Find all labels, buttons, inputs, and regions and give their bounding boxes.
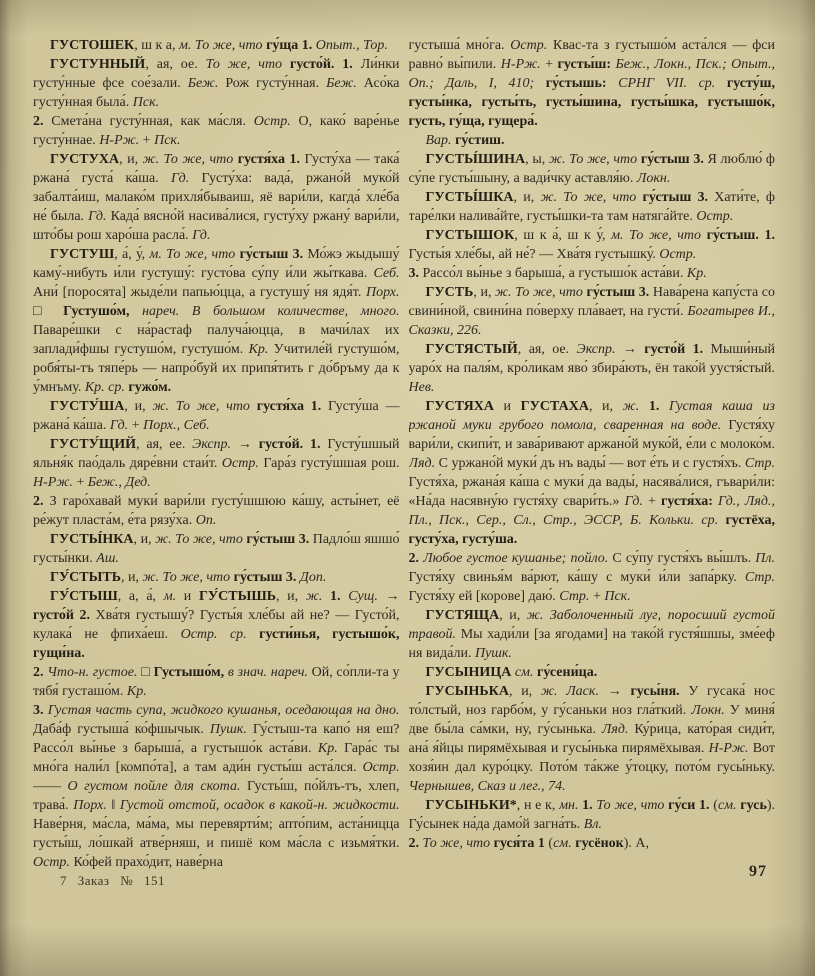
italic-text: Экспр. bbox=[576, 342, 616, 357]
italic-text: Ляд. bbox=[601, 722, 635, 737]
italic-text: Гд. bbox=[109, 418, 129, 433]
plain-text: □ bbox=[33, 304, 64, 319]
plain-text: Гу́стыш-та капо́ ня еш? Рассо́л вы́нье з барыша́, а густышо́к аста́ви. bbox=[33, 722, 400, 756]
plain-text: Гара́з густу́шшая рош. bbox=[263, 456, 400, 471]
italic-text: м. То же, что bbox=[179, 38, 267, 53]
plain-text: О, како́ варе́нье густу́ннае. bbox=[33, 114, 400, 148]
plain-text: , и, bbox=[133, 532, 156, 547]
plain-text: + bbox=[540, 57, 558, 72]
plain-text: Ку́рица, като́рая сиди́т, ана́ я́йцы пирямёхывая и гусы́нька пирямёхывая. bbox=[408, 722, 775, 756]
bold-text: гу́стыш 3. bbox=[246, 532, 313, 547]
bold-text: ГУСТЫШОК bbox=[425, 228, 515, 243]
italic-text: Остр. bbox=[221, 456, 264, 471]
italic-text: Кр. bbox=[126, 684, 147, 699]
entry-густунный bbox=[33, 55, 400, 112]
plain-text: , н е к, bbox=[516, 798, 560, 813]
bold-text: 2. bbox=[408, 551, 424, 566]
bold-text: 3. bbox=[33, 703, 48, 718]
italic-text: Ляд. bbox=[408, 456, 439, 471]
entry-густяха bbox=[409, 397, 776, 549]
plain-text: ( bbox=[548, 836, 554, 851]
sense-3-густыш bbox=[33, 701, 400, 872]
sense-2-гусыньки bbox=[409, 834, 776, 853]
italic-text: Густая каша из ржаной муки грубого помола, сваренная на воде. bbox=[408, 399, 775, 433]
plain-text: Ко́фей прахо́дит, наве́рна bbox=[73, 855, 223, 870]
plain-text: , и, bbox=[588, 399, 623, 414]
plain-text: Падло́ш яшшо́ густы́нки. bbox=[33, 532, 400, 566]
italic-text: Опыт., Тор. bbox=[315, 38, 388, 53]
plain-text: Густу́ха: вада́, ржано́й муко́й забалта́иш, малако́м прихля́бываиш, яё вари́ли, кагда́ хле́ба не́ была. bbox=[33, 171, 400, 224]
italic-text: Остр. ср. bbox=[180, 627, 260, 642]
italic-text: Пск. bbox=[154, 133, 181, 148]
sense-2-густущий bbox=[33, 492, 400, 530]
plain-text: , и, bbox=[508, 684, 541, 699]
entry-густуша bbox=[33, 397, 400, 435]
italic-text: м. То же, что bbox=[149, 247, 240, 262]
italic-text: Густой отстой, осадок в какой-н. жидкости. bbox=[119, 798, 400, 813]
bold-text: гу́стиш. bbox=[455, 133, 505, 148]
entry-густыть bbox=[33, 568, 400, 587]
sense-2-густунный bbox=[33, 112, 400, 150]
entry-густыш bbox=[33, 587, 400, 663]
text-block bbox=[33, 36, 775, 878]
italic-text: Гд. bbox=[192, 228, 211, 243]
italic-text: Остр. bbox=[696, 209, 734, 224]
plain-text: , а́, у́, bbox=[114, 247, 150, 262]
italic-text: То же, что bbox=[596, 798, 669, 813]
italic-text: Гд. bbox=[170, 171, 202, 186]
italic-text: ж. То же, что bbox=[152, 399, 257, 414]
bold-text: густя́ха 1. bbox=[256, 399, 329, 414]
bold-text: 2. bbox=[33, 494, 50, 509]
italic-text: Пск. bbox=[132, 95, 160, 110]
variant-note-густиш bbox=[409, 131, 776, 150]
entry-густышок bbox=[409, 226, 776, 264]
italic-text: Гд. bbox=[88, 209, 111, 224]
italic-text: см. bbox=[717, 798, 741, 813]
italic-text: Экспр. bbox=[192, 437, 232, 452]
plain-text: Густу́шшый яльня́к пао́даль дяре́вни стаи́т. bbox=[33, 437, 400, 471]
italic-text: Густая часть супа, жидкого кушанья, оседающая на дно. bbox=[47, 703, 400, 718]
italic-text: Стр. bbox=[744, 456, 775, 471]
entry-гусынька bbox=[409, 682, 776, 796]
bold-text: гусы́ня. bbox=[630, 684, 689, 699]
italic-text: Гд. bbox=[624, 494, 643, 509]
plain-text: + bbox=[589, 589, 605, 604]
plain-text: Нава́рена капу́ста со свини́ной, свини́на по́верху пла́вает, на густи́. bbox=[408, 285, 775, 319]
bold-text: 1. bbox=[582, 798, 597, 813]
italic-text: ж. bbox=[305, 589, 331, 604]
bold-text: густи́нья, густышо́к, гущи́на. bbox=[33, 627, 400, 661]
entry-густяща bbox=[409, 606, 776, 663]
bold-text: гу́стыш 3. bbox=[640, 152, 708, 167]
plain-text: Мо́жэ жыдышу́ каму́-нибуть и́ли густушу́: густо́ва су́пу и́ли жы́ткава. bbox=[33, 247, 400, 281]
bold-text: ГУСТЯЩА bbox=[425, 608, 500, 623]
bold-text: Густушо́м, bbox=[63, 304, 143, 319]
plain-text: Смета́на густу́нная, как ма́сля. bbox=[51, 114, 254, 129]
italic-text: Вл. bbox=[583, 817, 602, 832]
italic-text: ж. То же, что bbox=[495, 285, 587, 300]
italic-text: Вар. bbox=[425, 133, 456, 148]
plain-text: ). А, bbox=[623, 836, 649, 851]
entry-густышка bbox=[409, 188, 776, 226]
bold-text: 2. bbox=[33, 114, 52, 129]
bold-text: ГУСЫНЬКИ* bbox=[425, 798, 517, 813]
bold-text: гу́стыш 3. bbox=[239, 247, 308, 262]
bold-text: густу́ш, густы́нка, густы́ть, густы́шина, густы́шка, густышо́к, густь, гу́ща, гущера́. bbox=[408, 76, 775, 129]
bold-text: ГУСТЯСТЫЙ bbox=[425, 342, 518, 357]
plain-text: → bbox=[615, 342, 645, 357]
bold-text: ГУСТОШЕК bbox=[50, 38, 135, 53]
plain-text: Асо́ка густу́нная была́. bbox=[33, 76, 400, 110]
bold-text: гу́стышь: bbox=[545, 76, 619, 91]
entry-густошек bbox=[33, 36, 400, 55]
plain-text: Густы́ш, по́йлъ-тъ, хлеп, трава́. bbox=[33, 779, 400, 813]
bold-text: ГУ́СТЫТЬ bbox=[50, 570, 121, 585]
italic-text: Порх., Себ. bbox=[143, 418, 210, 433]
bold-text: ГУСТУННЫЙ bbox=[50, 57, 146, 72]
italic-text: Локн. bbox=[691, 703, 730, 718]
plain-text: Густя́ху вари́ли, скипи́т, и зава́ривают аржано́й муко́й, е́ли с молоко́м. bbox=[408, 418, 775, 452]
right-column bbox=[409, 36, 776, 878]
italic-text: ж. То же, что bbox=[540, 190, 643, 205]
italic-text: ж. Заболоченный луг, поросший густой травой. bbox=[408, 608, 775, 642]
entry-густынка bbox=[33, 530, 400, 568]
bold-text: гуся́та 1 bbox=[493, 836, 549, 851]
bold-text: густо́й 1. bbox=[644, 342, 711, 357]
bold-text: 1. bbox=[648, 399, 669, 414]
italic-text: Н-Рж. bbox=[500, 57, 541, 72]
bold-text: 3. bbox=[408, 266, 423, 281]
plain-text: Густя́ху ей [корове] даю́. bbox=[408, 589, 560, 604]
italic-text: см. bbox=[553, 836, 576, 851]
italic-text: ж. То же, что bbox=[155, 532, 247, 547]
italic-text: в знач. нареч. bbox=[227, 665, 312, 680]
italic-text: Остр. bbox=[362, 760, 400, 775]
plain-text: Густы́я хле́бы, ай не́? — Хва́тя густышку́. bbox=[408, 247, 660, 262]
plain-text: Хва́тя густышу́? Густы́я хле́бы ай не? — Густо́й, кулака́ не фпиха́еш. bbox=[33, 608, 400, 642]
entry-густуш bbox=[33, 245, 400, 397]
bold-text: густя́ха 1. bbox=[237, 152, 305, 167]
italic-text: Богатырев И., Сказки, 226. bbox=[408, 304, 775, 338]
bold-text: гужо́м. bbox=[128, 380, 172, 395]
italic-text: Себ. bbox=[373, 266, 400, 281]
plain-text: Густу́ха — така́ ржана́ густа́ ка́ша. bbox=[33, 152, 400, 186]
italic-text: Что-н. густое. bbox=[47, 665, 142, 680]
plain-text: Ани́ [поросята] жыде́ли папью́цца, а густушу́ ня ядя́т. bbox=[33, 285, 366, 300]
italic-text: Аш. bbox=[96, 551, 119, 566]
plain-text: , ш к а́, ш к у́, bbox=[514, 228, 612, 243]
entry-густышина bbox=[409, 150, 776, 188]
plain-text: С су́пу густя́хъ вы́шлъ. bbox=[612, 551, 756, 566]
plain-text: ‖ bbox=[111, 798, 120, 813]
italic-text: м. То же, что bbox=[611, 228, 707, 243]
plain-text: ). Гу́сынек на́да дамо́й загна́ть. bbox=[408, 798, 775, 832]
bold-text: ГУСТАХА bbox=[520, 399, 589, 414]
italic-text: То же, что bbox=[205, 57, 290, 72]
plain-text: → bbox=[377, 589, 400, 604]
plain-text: С уржано́й муки́ дъ нъ вады́ — вот е́ть и с густя́хъ. bbox=[438, 456, 745, 471]
italic-text: Локн. bbox=[636, 171, 671, 186]
bold-text: ГУСЫНИЦА bbox=[425, 665, 512, 680]
italic-text: Порх. bbox=[365, 285, 400, 300]
bold-text: гусёнок bbox=[575, 836, 624, 851]
plain-text: Мы хади́ли [за ягодами] на тако́й густя́шшы, зме́еф ня вида́ли. bbox=[408, 627, 775, 661]
plain-text: Даба́ф густыша́ ко́фшычык. bbox=[33, 722, 210, 737]
italic-text: Любое густое кушанье; пойло. bbox=[423, 551, 613, 566]
italic-text: см. bbox=[514, 665, 537, 680]
plain-text: У миня́ две бы́ла са́мки, ну, гу́сынька. bbox=[408, 703, 775, 737]
plain-text: , ая, ое. bbox=[145, 57, 206, 72]
plain-text: □ bbox=[141, 665, 154, 680]
entry-густь bbox=[409, 283, 776, 340]
bold-text: гу́ща 1. bbox=[266, 38, 316, 53]
italic-text: Беж. bbox=[187, 76, 226, 91]
plain-text: , и, bbox=[120, 570, 143, 585]
plain-text: , ая, ее. bbox=[136, 437, 193, 452]
bold-text: ГУСТЫ́ШКА bbox=[425, 190, 514, 205]
bold-text: ГУСТУ́ША bbox=[50, 399, 125, 414]
italic-text: ж. Ласк. bbox=[540, 684, 599, 699]
plain-text: → bbox=[231, 437, 259, 452]
italic-text: Н-Рж. bbox=[99, 133, 140, 148]
plain-text: Ли́нки густу́нные фсе сое́зали. bbox=[33, 57, 400, 91]
entry-гусыница bbox=[409, 663, 776, 682]
sense-3-густышок bbox=[409, 264, 776, 283]
italic-text: Порх. bbox=[73, 798, 112, 813]
italic-text: Доп. bbox=[299, 570, 327, 585]
plain-text: густыша́ мно́га. bbox=[408, 38, 511, 53]
bold-text: ГУСТУ́ЩИЙ bbox=[50, 437, 137, 452]
plain-text: → bbox=[598, 684, 631, 699]
italic-text: Стр. bbox=[559, 589, 590, 604]
plain-text: , ы, bbox=[525, 152, 549, 167]
italic-text: Остр. bbox=[659, 247, 697, 262]
bold-text: Густышо́м, bbox=[153, 665, 228, 680]
bold-text: ГУ́СТЫШ bbox=[50, 589, 118, 604]
plain-text: , и, bbox=[119, 152, 143, 167]
plain-text: Густя́ху свинья́м ва́рют, ка́шу с муки́ и́ли запа́рку. bbox=[408, 570, 745, 585]
italic-text: Гд., Ляд., Пл., Пск., Сер., Сл., Стр., ЭССР, Б. Кольки. ср. bbox=[408, 494, 775, 528]
plain-text: Вот хозя́ин дал куро́цку. Пото́м та́кже у́тоцку, пото́м гусы́ньку. bbox=[408, 741, 775, 775]
entry-густуха bbox=[33, 150, 400, 245]
plain-text: Хати́те, ф таре́лки налива́йте, густы́шки-та там натяга́йте. bbox=[408, 190, 775, 224]
italic-text: Беж., Дед. bbox=[87, 475, 151, 490]
bold-text: 2. bbox=[33, 665, 48, 680]
continuation-густыш bbox=[409, 36, 776, 131]
plain-text: , а, а́, bbox=[117, 589, 164, 604]
entry-густущий bbox=[33, 435, 400, 492]
bold-text: ГУСТУШ bbox=[50, 247, 115, 262]
plain-text: З гаро́хавай муки́ вари́ли густу́шшюю ка́шу, асты́нет, её ре́жут пласта́м, е́та рязу́ха. bbox=[33, 494, 400, 528]
plain-text: ( bbox=[713, 798, 718, 813]
italic-text: м. bbox=[163, 589, 177, 604]
plain-text: и bbox=[176, 589, 199, 604]
print-run-note: 7 Заказ № 151 bbox=[60, 873, 165, 888]
left-column bbox=[33, 36, 400, 878]
bold-text: гу́стыш 3. bbox=[233, 570, 300, 585]
italic-text: Н-Рж. bbox=[33, 475, 73, 490]
bold-text: ГУСТУХА bbox=[50, 152, 120, 167]
italic-text: Кр. ср. bbox=[84, 380, 129, 395]
plain-text: Квас-та з густышо́м аста́лся — фси равно́ вы́пили. bbox=[408, 38, 775, 72]
italic-text: нареч. В большом количестве, много. bbox=[142, 304, 400, 319]
bold-text: 2. bbox=[408, 836, 423, 851]
bold-text: густо́й. 1. bbox=[258, 437, 328, 452]
plain-text: + bbox=[128, 418, 144, 433]
italic-text: Остр. bbox=[33, 855, 74, 870]
plain-text: , ая, ое. bbox=[517, 342, 577, 357]
plain-text: Гара́с ты мно́га нали́л [компо́та], а там ади́н густы́ш аста́лся. bbox=[33, 741, 400, 775]
plain-text: Када́ вясно́й насива́лися, густу́ху ржану́ вари́ли, што́бы рош харо́ша расла́. bbox=[33, 209, 400, 243]
italic-text: Кр. bbox=[317, 741, 345, 756]
bold-text: ГУСЫНЬКА bbox=[425, 684, 509, 699]
sense-2-густяха bbox=[409, 549, 776, 606]
bold-text: ГУСТЫ́НКА bbox=[50, 532, 134, 547]
plain-text: , и, bbox=[473, 285, 496, 300]
plain-text: У гусака́ нос то́лстый, ноз гарбо́м, у гу́саньки ноз гла́ткий. bbox=[408, 684, 775, 718]
bold-text: гусь bbox=[740, 798, 767, 813]
italic-text: Нев. bbox=[408, 380, 435, 395]
page-number: 97 bbox=[749, 863, 767, 880]
italic-text: Беж., Локн., Пск.; Опыт., Оп.; Даль, I, 410; bbox=[408, 57, 775, 91]
plain-text: Густя́ха, ржана́я ка́ша с муки́ да вады́, насява́лися, гъвари́ли: «На́да насявну́ю густя́ху свари́ть.» bbox=[408, 475, 775, 509]
plain-text: Наве́рня, ма́сла, ма́ма, мы перевярти́м; апто́пим, аста́ницца густы́ш, ло́шкай атве́рняш, и пишё ком ма́сла с изьмя́тки. bbox=[33, 817, 400, 851]
plain-text: Рож густу́нная. bbox=[225, 76, 327, 91]
italic-text: Н-Рж. bbox=[708, 741, 753, 756]
italic-text: Остр. bbox=[253, 114, 299, 129]
plain-text: , и, bbox=[124, 399, 153, 414]
plain-text: + bbox=[642, 494, 662, 509]
italic-text: Оп. bbox=[195, 513, 217, 528]
italic-text: Кр. bbox=[686, 266, 707, 281]
plain-text: и bbox=[493, 399, 521, 414]
plain-text: , ш к а, bbox=[134, 38, 179, 53]
italic-text: Кр. bbox=[248, 342, 274, 357]
bold-text: густы́ш: bbox=[557, 57, 616, 72]
bold-text: гу́стыш 3. bbox=[586, 285, 653, 300]
plain-text: Я люблю́ ф су́пе густы́шыну, а вади́чку аставля́ю. bbox=[408, 152, 775, 186]
bold-text: ГУСТЬ bbox=[425, 285, 474, 300]
plain-text: , и, bbox=[513, 190, 541, 205]
italic-text: ж. То же, что bbox=[142, 152, 238, 167]
bold-text: ГУСТЯХА bbox=[425, 399, 494, 414]
plain-text: + bbox=[139, 133, 155, 148]
entry-густястый bbox=[409, 340, 776, 397]
italic-text: ж. bbox=[622, 399, 649, 414]
bold-text: гу́стыш 3. bbox=[642, 190, 715, 205]
italic-text: То же, что bbox=[422, 836, 494, 851]
italic-text: Стр. bbox=[744, 570, 775, 585]
italic-text: ж. То же, что bbox=[548, 152, 641, 167]
italic-text: Сущ. bbox=[348, 589, 378, 604]
italic-text: ж. То же, что bbox=[142, 570, 234, 585]
bold-text: гу́стыш. 1. bbox=[706, 228, 775, 243]
bold-text: густёха, густу́ха, густу́ша. bbox=[408, 513, 775, 547]
italic-text: Пск. bbox=[604, 589, 631, 604]
bold-text: густо́й 2. bbox=[33, 608, 96, 623]
italic-text: Остр. bbox=[510, 38, 553, 53]
italic-text: мн. bbox=[559, 798, 583, 813]
plain-text: Ой, со́пли-та у тябя́ густашо́м. bbox=[33, 665, 400, 699]
bold-text: густо́й. 1. bbox=[289, 57, 361, 72]
italic-text: Пл. bbox=[755, 551, 775, 566]
bold-text: гу́сени́ца. bbox=[536, 665, 598, 680]
italic-text: Пушк. bbox=[209, 722, 253, 737]
plain-text: + bbox=[72, 475, 88, 490]
bold-text: 1. bbox=[330, 589, 349, 604]
plain-text: Паваре́шки с на́растаф палуча́юцца, в мачи́лах их заплади́фшы густушо́м, густушо́м. bbox=[33, 323, 400, 357]
sense-2-густыш bbox=[33, 663, 400, 701]
plain-text: Мыши́ный уаро́х на паля́м, кро́ликам яво́ збира́ють, ён тако́й уустя́стый. bbox=[408, 342, 775, 376]
plain-text: , и, bbox=[276, 589, 306, 604]
italic-text: О густом пойле для скота. bbox=[67, 779, 247, 794]
plain-text: Густу́ша — ржана́ ка́ша. bbox=[33, 399, 400, 433]
italic-text: Беж. bbox=[326, 76, 364, 91]
bold-text: густя́ха: bbox=[661, 494, 719, 509]
italic-text: СРНГ VII. ср. bbox=[618, 76, 727, 91]
entry-гусыньки bbox=[409, 796, 776, 834]
italic-text: Пушк. bbox=[474, 646, 512, 661]
italic-text: Чернышев, Сказ и лег., 74. bbox=[408, 779, 566, 794]
bold-text: гу́си 1. bbox=[668, 798, 714, 813]
bold-text: ГУСТЫ́ШИНА bbox=[425, 152, 526, 167]
plain-text: , и, bbox=[499, 608, 527, 623]
bold-text: ГУ́СТЫШЬ bbox=[198, 589, 276, 604]
plain-text: —— bbox=[33, 779, 68, 794]
plain-text: Учитиле́й густушо́м, робя́ты-тъ тяпе́рь — напро́буй их припя́тить г до́бръму да к у́мнъму. bbox=[33, 342, 400, 395]
plain-text: Рассо́л вы́нье з барыша́, а густышо́к аста́ви. bbox=[422, 266, 687, 281]
